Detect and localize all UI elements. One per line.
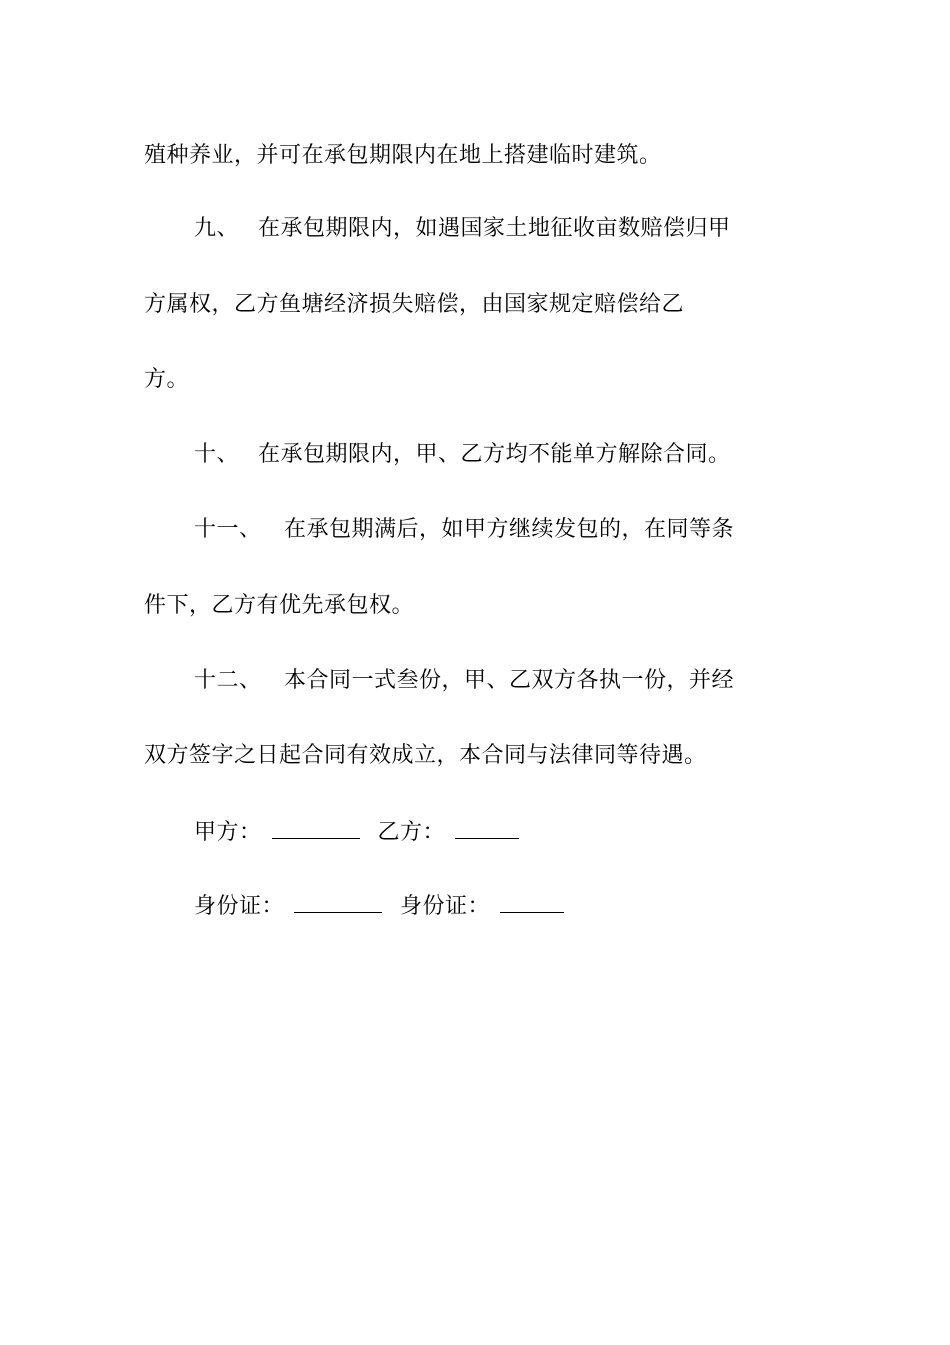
id-b-label: 身份证： [400,894,491,919]
signature-row [194,816,519,848]
clause-text: 方。 [144,367,190,392]
clause-number: 十二、 [194,668,262,693]
clause-text: 双方签字之日起合同有效成立，本合同与法律同等待遇。 [144,743,707,768]
clause-number: 十一、 [194,517,262,542]
clause-9-line-1 [194,214,731,244]
clause-text: 在承包期限内，如遇国家土地征收亩数赔偿归甲 [258,216,731,241]
id-a-label: 身份证： [194,894,285,919]
clause-number: 九、 [194,216,240,241]
continuation-line [144,141,662,171]
clause-12-line-2 [144,741,707,771]
party-b-label: 乙方： [377,820,446,845]
clause-9-line-3 [144,365,189,395]
clause-number: 十、 [194,442,240,467]
party-a-label: 甲方： [194,820,262,845]
clause-text: 件下，乙方有优先承包权。 [144,593,415,618]
clause-text: 在承包期限内，甲、乙方均不能单方解除合同。 [258,442,731,467]
id-a-blank[interactable] [294,890,382,913]
clause-10-line-1 [194,440,731,470]
party-b-signature-blank[interactable] [455,816,519,839]
clause-12-line-1 [194,666,734,696]
id-row [194,890,564,922]
party-a-signature-blank[interactable] [272,816,360,839]
clause-text: 在承包期满后，如甲方继续发包的，在同等条 [284,517,735,542]
clause-9-line-2 [144,290,684,320]
id-b-blank[interactable] [500,890,564,913]
continuation-text: 殖种养业，并可在承包期限内在地上搭建临时建筑。 [144,143,662,168]
clause-text: 方属权，乙方鱼塘经济损失赔偿，由国家规定赔偿给乙 [144,292,685,317]
clause-11-line-2 [144,591,414,621]
clause-text: 本合同一式叁份，甲、乙双方各执一份，并经 [284,668,735,693]
clause-11-line-1 [194,515,734,545]
